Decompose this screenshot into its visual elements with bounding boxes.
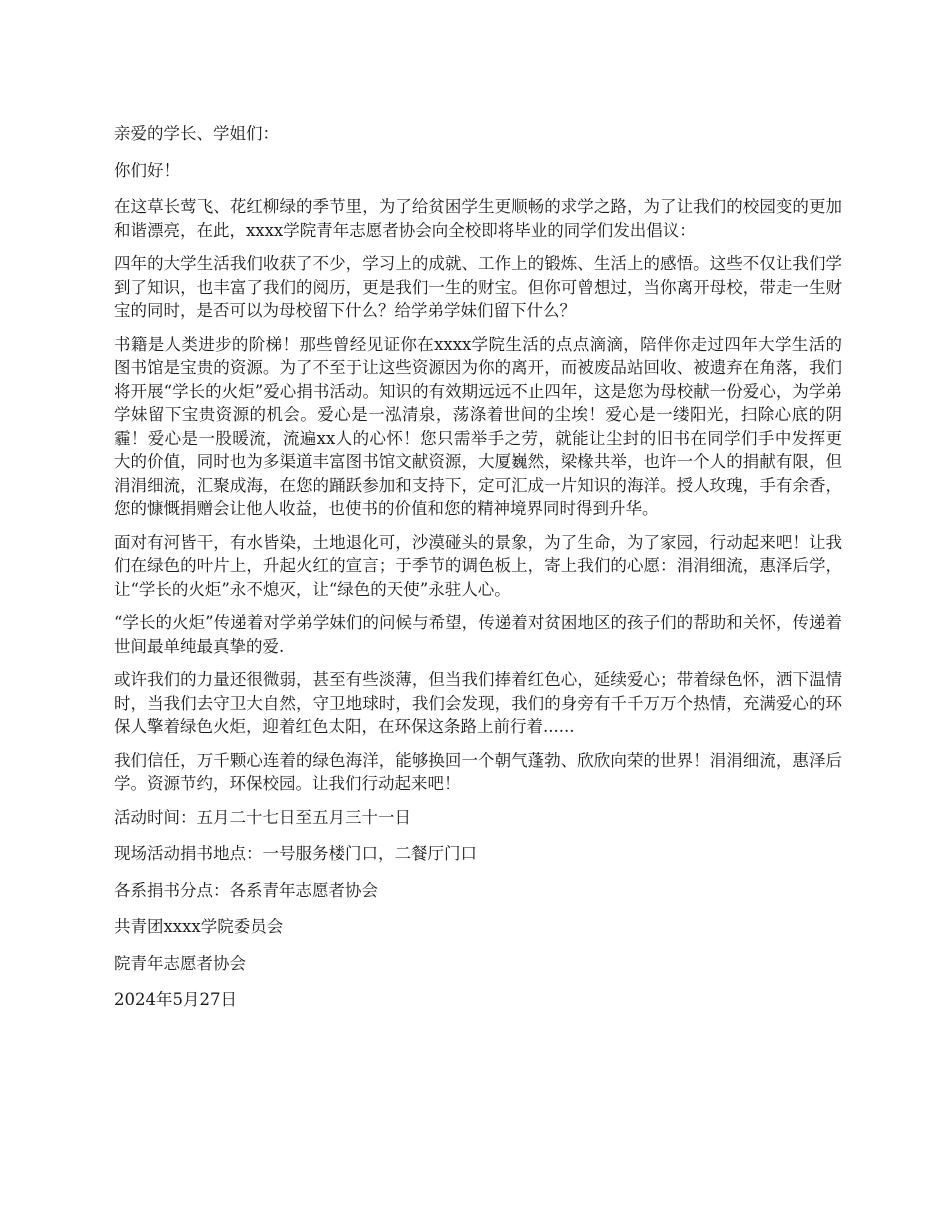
donation-venue: 现场活动捐书地点：一号服务楼门口，二餐厅门口	[114, 844, 477, 863]
letter-date: 2024年5月27日	[114, 990, 237, 1009]
paragraph-torch: “学长的火炬”传递着对学弟学妹们的问候与希望，传递着对贫困地区的孩子们的帮助和关怀，传递着世间最单纯最真挚的爱.	[114, 613, 842, 656]
activity-time: 活动时间：五月二十七日至五月三十一日	[114, 807, 411, 827]
signature-association: 院青年志愿者协会	[114, 953, 246, 973]
letter-document	[114, 122, 842, 1025]
paragraph-trust: 我们信任，万千颗心连着的绿色海洋，能够换回一个朝气蓬勃、欣欣向荣的世界！涓涓细流，惠泽后学。资源节约，环保校园。让我们行动起来吧！	[114, 750, 842, 793]
paragraph-university-life: 四年的大学生活我们收获了不少，学习上的成就、工作上的锻炼、生活上的感悟。这些不仅让我们学到了知识，也丰富了我们的阅历，更是我们一生的财宝。但你可曾想过，当你离开母校，带走一生财宝的同时，是否可以为母校留下什么？给学弟学妹们留下什么？	[114, 254, 842, 320]
greeting: 亲爱的学长、学姐们：	[114, 124, 279, 143]
signature-committee: 共青团xxxx学院委员会	[114, 917, 284, 936]
paragraph-strength: 或许我们的力量还很微弱，甚至有些淡薄，但当我们捧着红色心，延续爱心；带着绿色怀，洒下温情时，当我们去守卫大自然，守卫地球时，我们会发现，我们的身旁有千千万万个热情，充满爱心的环保人擎着绿色火炬，迎着红色太阳，在环保这条路上前行着......	[114, 670, 842, 736]
paragraph-intro: 在这草长莺飞、花红柳绿的季节里，为了给贫困学生更顺畅的求学之路，为了让我们的校园变的更加和谐漂亮，在此，xxxx学院青年志愿者协会向全校即将毕业的同学们发出倡议：	[114, 197, 842, 240]
paragraph-environment: 面对有河皆干，有水皆染，土地退化可，沙漠碰头的景象，为了生命，为了家园，行动起来吧！让我们在绿色的叶片上，升起火红的宣言；于季节的调色板上，寄上我们的心愿：涓涓细流，惠泽后学，让“学长的火炬”永不熄灭，让“绿色的天使”永驻人心。	[114, 532, 842, 599]
paragraph-books: 书籍是人类进步的阶梯！那些曾经见证你在xxxx学院生活的点点滴滴，陪伴你走过四年大学生活的图书馆是宝贵的资源。为了不至于让这些资源因为你的离开，而被废品站回收、被遗弃在角落，我们将开展“学长的火炬”爱心捐书活动。知识的有效期远远不止四年，这是您为母校献一份爱心，为学弟学妹留下宝贵资源的机会。爱心是一泓清泉，荡涤着世间的尘埃！爱心是一缕阳光，扫除心底的阴霾！爱心是一股暖流，流遍xx人的心怀！您只需举手之劳，就能让尘封的旧书在同学们手中发挥更大的价值，同时也为多渠道丰富图书馆文献资源，大厦巍然，梁椽共举，也许一个人的捐献有限，但涓涓细流，汇聚成海，在您的踊跃参加和支持下，定可汇成一片知识的海洋。授人玫瑰，手有余香，您的慷慨捐赠会让他人收益，也使书的价值和您的精神境界同时得到升华。	[114, 334, 842, 518]
salutation: 你们好！	[114, 160, 180, 180]
department-branches: 各系捐书分点：各系青年志愿者协会	[114, 880, 378, 900]
